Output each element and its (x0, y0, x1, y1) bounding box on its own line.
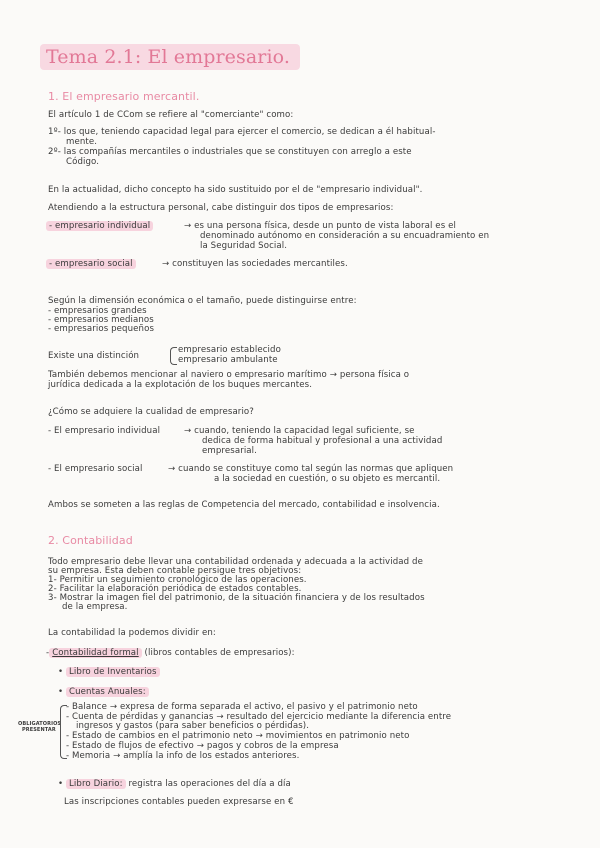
objetivo-1: 1- Permitir un seguimiento cronológico de las operaciones. (48, 575, 307, 585)
dividir-text: La contabilidad la podemos dividir en: (48, 628, 216, 638)
ambos-text: Ambos se someten a las reglas de Competencia del mercado, contabilidad e insolvencia. (48, 500, 440, 510)
distincion-brace (170, 347, 177, 365)
cuentas-anuales-row: • Cuentas Anuales: (58, 687, 149, 697)
inscripciones-text: Las inscripciones contables pueden expresarse en € (64, 797, 294, 807)
obligatorios-label: OBLIGATORIOS (18, 721, 62, 727)
cuenta-perdidas-ganancias: - Cuenta de pérdidas y ganancias → resultado del ejercicio mediante la diferencia entre (66, 712, 452, 722)
maritimo-text-cont: jurídica dedicada a la explotación de los buques mercantes. (48, 380, 313, 390)
cuentas-anuales-label: Cuentas Anuales: (66, 687, 149, 697)
pregunta-text: ¿Cómo se adquiere la cualidad de empresario? (48, 407, 254, 417)
adquisicion-social-desc: → cuando se constituye como tal según las normas que apliquen (168, 464, 454, 474)
contabilidad-formal-label: Contabilidad formal (49, 648, 141, 658)
dimension-item-1: - empresarios grandes (48, 306, 147, 316)
distincion-option-2: empresario ambulante (178, 355, 278, 365)
adquisicion-social-label: - El empresario social (48, 464, 143, 474)
section-1-heading: 1. El empresario mercantil. (48, 90, 200, 103)
libro-inventarios-label: Libro de Inventarios (66, 667, 160, 677)
objetivo-2: 2- Facilitar la elaboración periódica de estados contables. (48, 584, 302, 594)
contabilidad-formal-row: - Contabilidad formal (libros contables de empresarios): (46, 648, 295, 658)
contabilidad-intro: Todo empresario debe llevar una contabilidad ordenada y adecuada a la actividad de (48, 557, 423, 567)
libro-diario-label: Libro Diario: (66, 779, 126, 789)
cuenta-balance: - Balance → expresa de forma separada el activo, el pasivo y el patrimonio neto (66, 702, 418, 712)
tipo-individual-desc-2: denominado autónomo en consideración a su encuadramiento en (200, 231, 490, 241)
adquisicion-individual-desc-3: empresarial. (202, 446, 257, 456)
actualidad-text: En la actualidad, dicho concepto ha sido sustituido por el de "empresario individual". (48, 185, 423, 195)
maritimo-text: También debemos mencionar al naviero o empresario marítimo → persona física o (48, 370, 410, 380)
adquisicion-individual-desc-2: dedica de forma habitual y profesional a una actividad (202, 436, 443, 446)
distincion-option-1: empresario establecido (178, 345, 281, 355)
dimension-item-3: - empresarios pequeños (48, 324, 155, 334)
dimension-item-2: - empresarios medianos (48, 315, 154, 325)
contabilidad-formal-desc: (libros contables de empresarios): (144, 648, 295, 658)
definition-2: 2º- las compañías mercantiles o industriales que se constituyen con arreglo a este (48, 147, 412, 157)
cuenta-flujos-efectivo: - Estado de flujos de efectivo → pagos y cobros de la empresa (66, 741, 339, 751)
distincion-text: Existe una distinción (48, 351, 140, 361)
objetivo-3: 3- Mostrar la imagen fiel del patrimonio, de la situación financiera y de los resultados (48, 593, 425, 603)
tipo-social-desc: → constituyen las sociedades mercantiles. (162, 259, 348, 269)
adquisicion-individual-label: - El empresario individual (48, 426, 161, 436)
definition-1: 1º- los que, teniendo capacidad legal para ejercer el comercio, se dedican a él habitual- (48, 127, 436, 137)
libro-diario-desc: registra las operaciones del día a día (128, 779, 291, 789)
intro-text: El artículo 1 de CCom se refiere al "comerciante" como: (48, 110, 294, 120)
cuenta-memoria: - Memoria → amplía la info de los estados anteriores. (66, 751, 300, 761)
cuenta-cambios-patrimonio: - Estado de cambios en el patrimonio neto → movimientos en patrimonio neto (66, 731, 410, 741)
estructura-text: Atendiendo a la estructura personal, cabe distinguir dos tipos de empresarios: (48, 203, 394, 213)
dimension-text: Según la dimensión económica o el tamaño, puede distinguirse entre: (48, 296, 357, 306)
tipo-individual-desc: → es una persona física, desde un punto de vista laboral es el (184, 221, 456, 231)
presentar-label: PRESENTAR (22, 727, 56, 733)
tipo-individual-desc-3: la Seguridad Social. (200, 241, 288, 251)
libro-diario-row: • Libro Diario: registra las operaciones del día a día (58, 779, 291, 789)
page-title: Tema 2.1: El empresario. (40, 44, 300, 70)
section-2-heading: 2. Contabilidad (48, 534, 133, 547)
tipo-individual-label: - empresario individual (46, 221, 153, 231)
adquisicion-social-desc-2: a la sociedad en cuestión, o su objeto es mercantil. (214, 474, 441, 484)
libro-inventarios-row: • Libro de Inventarios (58, 667, 160, 677)
definition-1-cont: mente. (66, 137, 98, 147)
definition-2-cont: Código. (66, 157, 100, 167)
contabilidad-intro-cont: su empresa. Esta deben contable persigue tres objetivos: (48, 566, 302, 576)
tipo-social-label: - empresario social (46, 259, 136, 269)
adquisicion-individual-desc: → cuando, teniendo la capacidad legal suficiente, se (184, 426, 415, 436)
objetivo-3-cont: de la empresa. (62, 602, 128, 612)
cuenta-perdidas-ganancias-cont: ingresos y gastos (para saber beneficios o pérdidas). (76, 721, 310, 731)
